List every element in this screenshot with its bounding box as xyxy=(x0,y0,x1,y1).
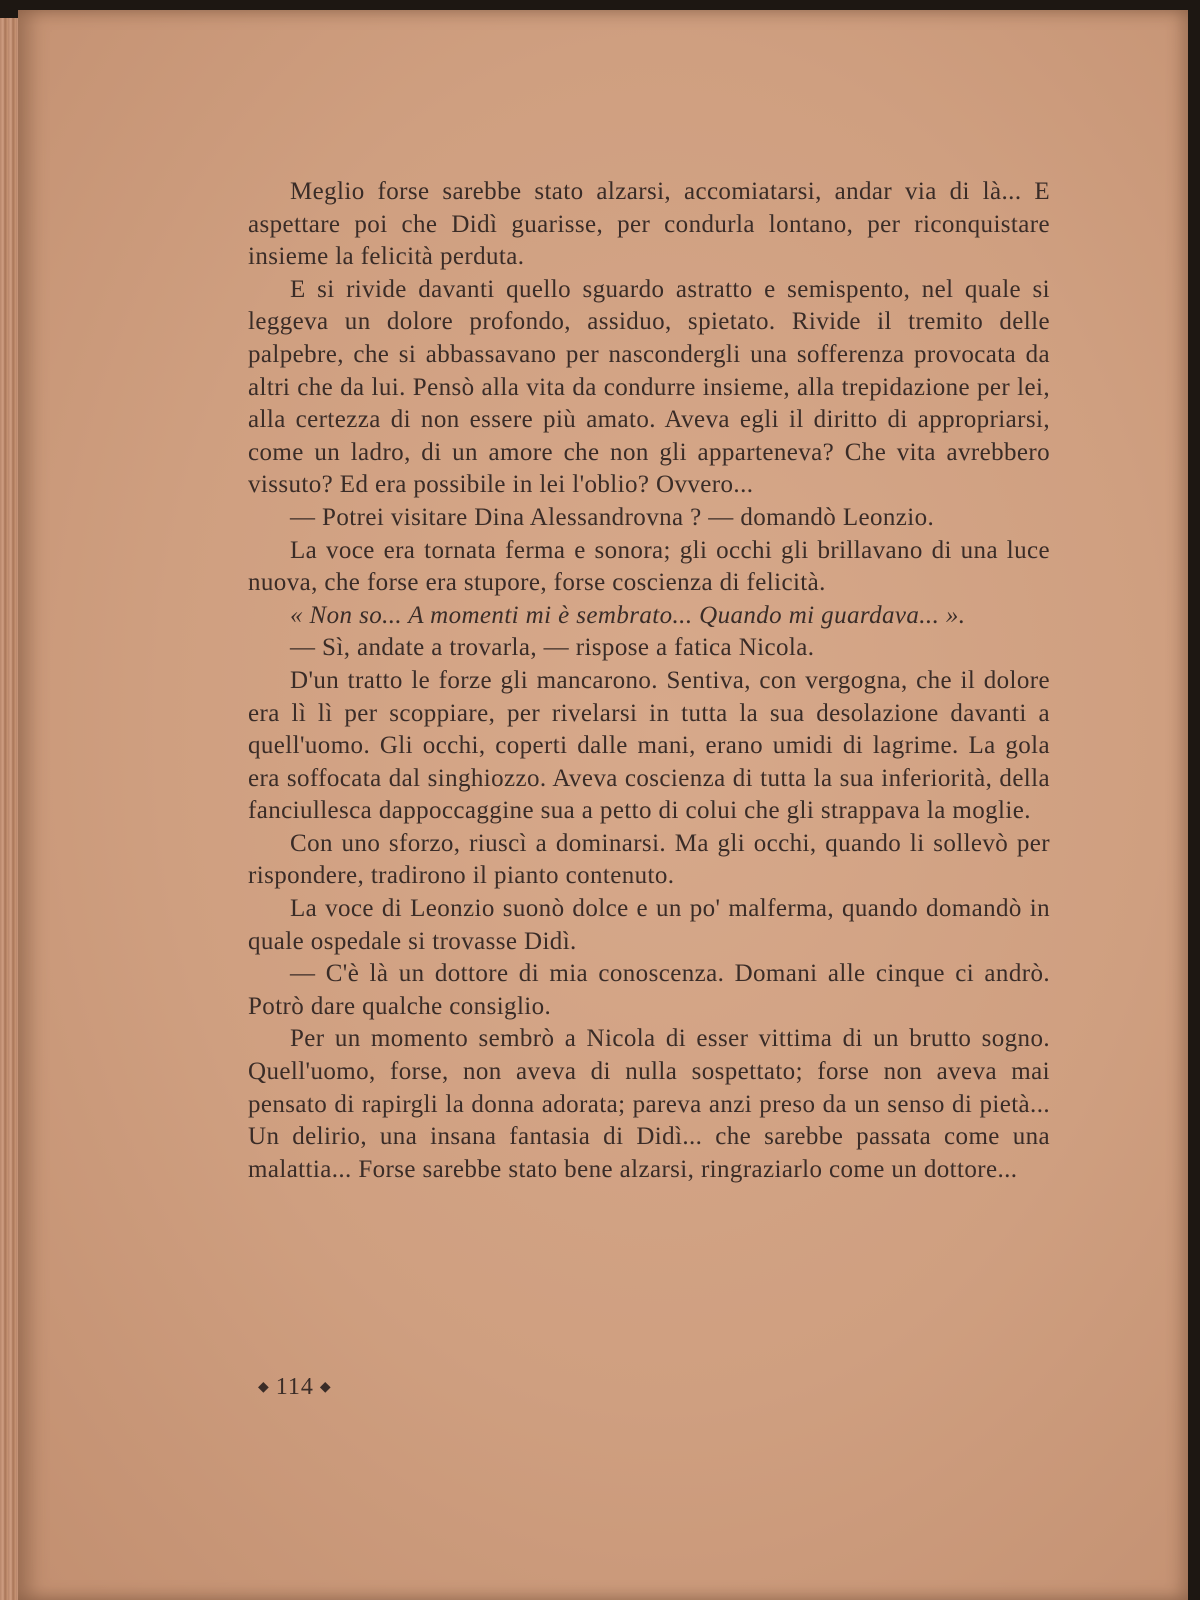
paragraph: La voce di Leonzio suonò dolce e un po' malferma, quando domandò in quale ospedale si trovasse Didì. xyxy=(248,895,1050,955)
paragraph: D'un tratto le forze gli mancarono. Sentiva, con vergogna, che il dolore era lì lì per scoppiare, per rivelarsi in tutta la sua desolazione davanti a quell'uomo. Gli occhi, coperti dalle mani, erano umidi di lagrime. La gola era soffocata dal singhiozzo. Aveva coscienza di tutta la sua inferiorità, della fanciullesca dappoccaggine sua a petto di colui che gli strappava la moglie. xyxy=(248,666,1050,825)
paragraph: E si rivide davanti quello sguardo astratto e semispento, nel quale si leggeva un dolore profondo, assiduo, spietato. Rivide il tremito delle palpebre, che si abbassavano per nascondergli una sofferenza provocata da altri che da lui. Pensò alla vita da condurre insieme, alla trepidazione per lei, alla certezza di non essere più amato. Aveva egli il diritto di appropriarsi, come un ladro, di un amore che non gli apparteneva? Che vita avrebbero vissuto? Ed era possibile in lei l'oblio? Ovvero... xyxy=(248,275,1050,499)
diamond-ornament-icon: ◆ xyxy=(258,1380,270,1395)
page-number: 114 xyxy=(275,1374,314,1400)
diamond-ornament-icon: ◆ xyxy=(319,1380,332,1395)
paragraph: La voce era tornata ferma e sonora; gli occhi gli brillavano di una luce nuova, che forse era stupore, forse coscienza di felicità. xyxy=(248,536,1050,597)
paragraph: Meglio forse sarebbe stato alzarsi, accomiatarsi, andar via di là... E aspettare poi che Didì guarisse, per condurla lontano, per riconquistare insieme la felicità perduta. xyxy=(248,178,1050,271)
page-number-folio xyxy=(252,1374,338,1401)
paragraph: Per un momento sembrò a Nicola di esser vittima di un brutto sogno. Quell'uomo, forse, non aveva di nulla sospettato; forse non aveva mai pensato di rapirgli la donna adorata; pareva anzi preso da un senso di pietà... Un delirio, una insana fantasia di Didì... che sarebbe passata come una malattia... Forse sarebbe stato bene alzarsi, ringraziarlo come un dottore... xyxy=(248,1025,1050,1183)
paragraph: — Sì, andate a trovarla, — rispose a fatica Nicola. xyxy=(290,634,815,662)
paragraph: — Potrei visitare Dina Alessandrovna ? — domandò Leonzio. xyxy=(290,503,935,531)
body-text xyxy=(248,176,1050,1186)
paragraph-quoted-thought: « Non so... A momenti mi è sembrato... Quando mi guardava... ». xyxy=(290,601,966,629)
paragraph: — C'è là un dottore di mia conoscenza. Domani alle cinque ci andrò. Potrò dare qualche consiglio. xyxy=(248,960,1050,1020)
paragraph: Con uno sforzo, riuscì a dominarsi. Ma gli occhi, quando li sollevò per rispondere, tradirono il pianto contenuto. xyxy=(248,829,1050,890)
